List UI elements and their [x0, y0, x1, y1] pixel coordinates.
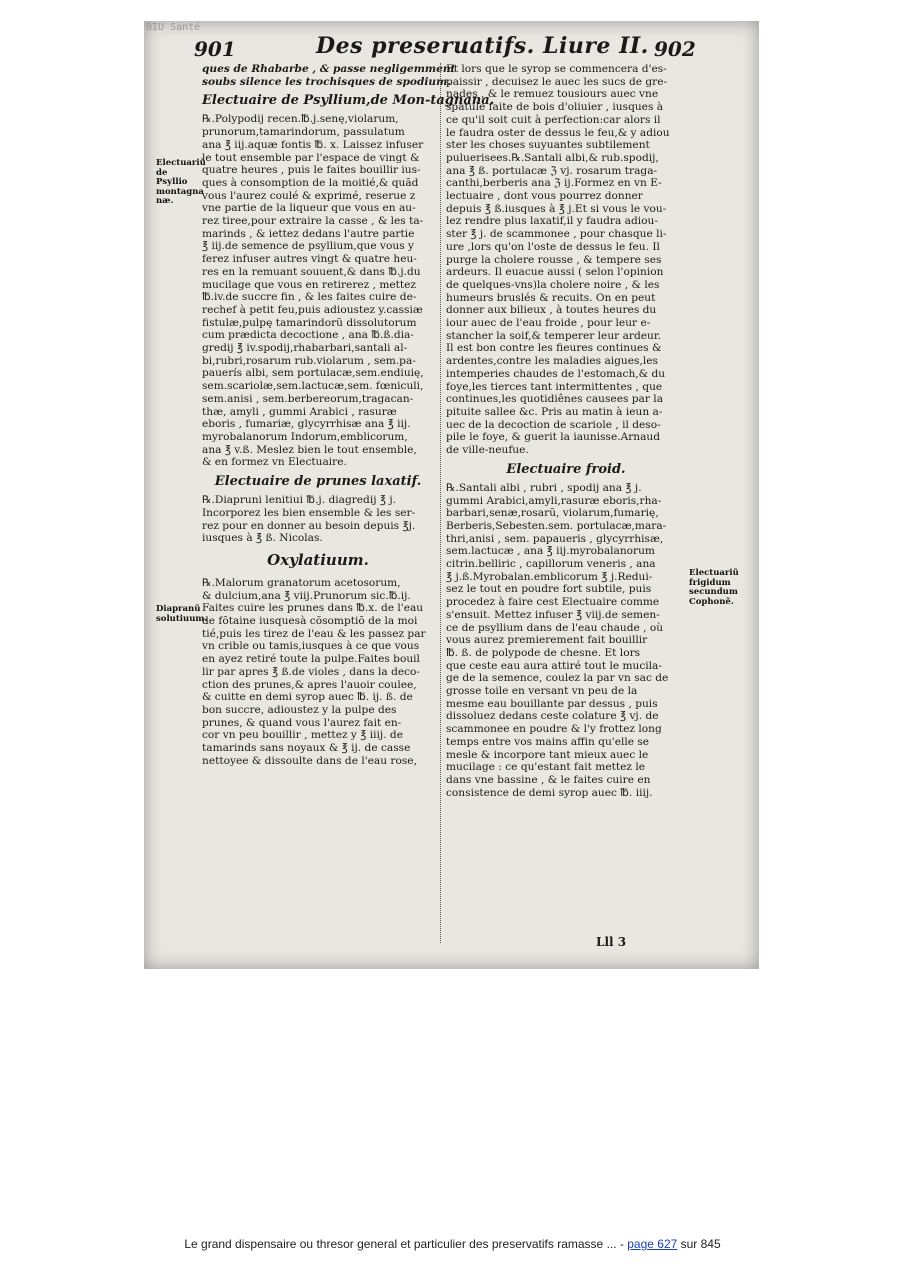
text-line: rechef à petit feu,puis adioustez y.cassiæ — [202, 303, 423, 316]
text-line: pituite sallee &c. Pris au matin à ieun a- — [446, 405, 663, 418]
text-line: ge de la semence, coulez la par vn sac de — [446, 672, 669, 685]
text-line: grosse toile en versant vn peu de la — [446, 685, 638, 698]
left-recipe-2 — [202, 494, 434, 545]
right-recipe-froid — [446, 482, 686, 800]
text-line: iour auec de l'eau froide , pour leur e- — [446, 317, 651, 330]
right-column — [446, 63, 686, 799]
text-line: humeurs bruslés & recuits. On en peut — [446, 291, 656, 304]
scanned-page — [144, 21, 759, 969]
text-line: thri,anisi , sem. papaueris , glycyrrhisæ, — [446, 532, 664, 545]
text-line: purge la cholere rousse , & tempere ses — [446, 253, 662, 266]
text-line: myrobalanorum Indorum,emblicorum, — [202, 430, 408, 443]
caption-text: Le grand dispensaire ou thresor general et particulier des preservatifs ramasse ... - — [184, 1237, 628, 1251]
catchword: Lll 3 — [596, 935, 627, 949]
text-line: canthi,berberis ana ℨ ij.Formez en vn E- — [446, 177, 662, 190]
text-line: ℞.Diapruni lenitiui ℔.j. diagredij ℥ j. — [202, 494, 397, 507]
text-line: ℞.Polypodij recen.℔.j.senę,violarum, — [202, 113, 399, 126]
text-line: spatule faite de bois d'oliuier , iusques à — [446, 101, 664, 114]
text-line: citrin.belliric , capillorum veneris , ana — [446, 558, 656, 571]
text-line: ster les choses suyuantes subtilement — [446, 139, 650, 152]
text-line: nettoyee & dissoulte dans de l'eau rose, — [202, 754, 417, 767]
text-line: ques à consomption de la moitié,& quãd — [202, 176, 419, 189]
text-line: ℞.Santali albi , rubri , spodij ana ℥ j. — [446, 481, 642, 494]
heading-electuaire-prunes: Electuaire de prunes laxatif. — [214, 474, 422, 490]
text-line: intemperies chaudes de l'estomach,& du — [446, 367, 666, 380]
text-line: ℞.Malorum granatorum acetosorum, — [202, 576, 401, 589]
heading-oxylatiuum: Oxylatiuum. — [267, 550, 369, 569]
heading-electuaire-psyllium: Electuaire de Psyllium,de Mon-tagnana. — [202, 93, 495, 109]
text-line: de ville-neufue. — [446, 444, 529, 457]
text-line: depuis ℥ ß.iusques à ℥ j.Et si vous le vou- — [446, 202, 667, 215]
text-line: & en formez vn Electuaire. — [202, 456, 347, 469]
margin-note-psyllio: Electuariũ de Psyllio montagna næ. — [156, 158, 206, 206]
text-line: paissir , decuisez le auec les sucs de gre- — [446, 75, 668, 88]
text-line: puluerisees.℞.Santali albi,& rub.spodij, — [446, 151, 659, 164]
text-line: cor vn peu bouillir , mettez y ℥ iiij. de — [202, 729, 403, 742]
text-line: temps entre vos mains affin qu'elle se — [446, 735, 650, 748]
text-line: ction des prunes,& apres l'auoir coulee, — [202, 678, 417, 691]
text-line: consistence de demi syrop auec ℔. iiij. — [446, 786, 653, 799]
running-title: Des preseruatifs. Liure II. — [316, 33, 649, 59]
text-line: quatre heures , puis le faites bouillir ius- — [202, 164, 421, 177]
text-line: lir par apres ℥ ß.de violes , dans la deco- — [202, 665, 421, 678]
text-line: ℥ j.ß.Myrobalan.emblicorum ℥ j.Redui- — [446, 570, 653, 583]
right-continuation — [446, 63, 686, 457]
text-line: Il est bon contre les fieures continues & — [446, 342, 662, 355]
text-line: stancher la soif,& temperer leur ardeur. — [446, 329, 662, 342]
left-recipe-1 — [202, 113, 434, 469]
text-line: sem.scariolæ,sem.lactucæ,sem. fœniculi, — [202, 380, 424, 393]
text-line: tamarinds sans noyaux & ℥ ij. de casse — [202, 742, 411, 755]
text-line: lectuaire , dont vous pourrez donner — [446, 190, 643, 203]
text-line: procedez à faire cest Electuaire comme — [446, 596, 660, 609]
text-line: sez le tout en poudre fort subtile, puis — [446, 583, 652, 596]
text-line: ques de Rhabarbe , & passe negligemment — [202, 63, 456, 75]
text-line: barbari,senæ,rosarũ, violarum,fumarię, — [446, 507, 659, 520]
text-line: ster ℥ j. de scammonee , pour chasque li- — [446, 228, 667, 241]
text-line: lez rendre plus laxatif,il y faudra adiou- — [446, 215, 658, 228]
left-page-number: 901 — [194, 37, 236, 61]
text-line: Incorporez les bien ensemble & les ser- — [202, 506, 416, 519]
text-line: mucilage que vous en retirerez , mettez — [202, 278, 417, 291]
left-recipe-3 — [202, 577, 434, 768]
text-line: nades , & le remuez tousiours auec vne — [446, 88, 659, 101]
column-divider — [440, 63, 442, 943]
text-line: ure ,lors qu'on l'oste de dessus le feu. Il — [446, 240, 660, 253]
left-intro-lines — [202, 63, 456, 88]
text-line: donner aux bilieux , à toutes heures du — [446, 304, 657, 317]
text-line: ℔. ß. de polypode de chesne. Et lors — [446, 646, 641, 659]
text-line: ana ℥ iij.aquæ fontis ℔. x. Laissez infuser — [202, 138, 424, 151]
text-line: mesle & incorpore tant mieux auec le — [446, 748, 649, 761]
text-line: s'ensuit. Mettez infuser ℥ viij.de semen- — [446, 608, 660, 621]
text-line: sem.anisi , sem.berbereorum,tragacan- — [202, 392, 414, 405]
text-line: ℔.iv.de succre fin , & les faites cuire de- — [202, 291, 417, 304]
text-line: dans vne bassine , & le faites cuire en — [446, 773, 651, 786]
text-line: mesme eau bouillante par dessus , puis — [446, 697, 658, 710]
text-line: bi,rubri,rosarum rub.violarum , sem.pa- — [202, 354, 416, 367]
text-line: ana ℥ ß. portulacæ ℨ vj. rosarum traga- — [446, 164, 658, 177]
text-line: sem.lactucæ , ana ℥ iij.myrobalanorum — [446, 545, 655, 558]
text-line: eboris , fumariæ, glycyrrhisæ ana ℥ iij. — [202, 418, 411, 431]
text-line: vous aurez premierement fait bouillir — [446, 634, 648, 647]
right-page-number: 902 — [654, 37, 696, 61]
text-line: scammonee en poudre & l'y frottez long — [446, 723, 662, 736]
caption-total: sur 845 — [677, 1237, 721, 1251]
text-line: rez tiree,pour extraire la casse , & les ta- — [202, 215, 424, 228]
text-line: soubs silence les trochisques de spodium. — [202, 75, 452, 88]
page-link[interactable]: page 627 — [627, 1237, 678, 1251]
text-line: prunorum,tamarindorum, passulatum — [202, 126, 405, 139]
text-line: mucilage : ce qu'estant fait mettez le — [446, 761, 646, 774]
text-line: vne partie de la liqueur que vous en au- — [202, 202, 416, 215]
text-line: ana ℥ v.ß. Meslez bien le tout ensemble, — [202, 443, 417, 456]
text-line: gummi Arabici,amyli,rasuræ eboris,rha- — [446, 494, 662, 507]
text-line: gredij ℥ iv.spodij,rhabarbari,santali al- — [202, 342, 408, 355]
text-line: vn crible ou tamis,iusques à ce que vous — [202, 640, 420, 653]
text-line: le faudra oster de dessus le feu,& y adiou — [446, 126, 670, 139]
text-line: Faites cuire les prunes dans ℔.x. de l'eau — [202, 602, 424, 615]
text-line: res en la remuant souuent,& dans ℔.j.du — [202, 265, 421, 278]
text-line: ferez infuser autres vingt & quatre heu- — [202, 253, 417, 266]
text-line: uec de la decoction de scariole , il desο- — [446, 418, 661, 431]
text-line: tié,puis les tirez de l'eau & les passez par — [202, 627, 426, 640]
text-line: ardeurs. Il euacue aussi ( selon l'opinion — [446, 266, 664, 279]
page-caption — [0, 1237, 905, 1251]
text-line: iusques à ℥ ß. Nicolas. — [202, 532, 323, 545]
text-line: Et lors que le syrop se commencera d'es- — [446, 63, 667, 75]
text-line: que ceste eau aura attiré tout le mucila- — [446, 659, 662, 672]
text-line: pile le foye, & guerit la iaunisse.Arnaud — [446, 431, 661, 444]
watermark: BIU Santé — [146, 22, 201, 33]
heading-electuaire-froid: Electuaire froid. — [506, 461, 626, 477]
text-line: de quelques-vns)la cholere noire , & les — [446, 278, 660, 291]
text-line: ℥ iij.de semence de psyllium,que vous y — [202, 240, 414, 253]
text-line: cum prædicta decoctione , ana ℔.ß.dia- — [202, 329, 414, 342]
text-line: en ayez retiré toute la pulpe.Faites bouil — [202, 653, 420, 666]
margin-note-diapranum: Diapranũ solutiuum. — [156, 604, 208, 624]
text-line: prunes, & quand vous l'aurez fait en- — [202, 716, 402, 729]
text-line: dissoluez dedans ceste colature ℥ vj. de — [446, 710, 659, 723]
text-line: marinds , & iettez dedans l'autre partie — [202, 227, 415, 240]
text-line: continues,les quotidiênes causees par la — [446, 393, 664, 406]
text-line: & dulcium,ana ℥ viij.Prunorum sic.℔.ij. — [202, 589, 411, 602]
text-line: ce de psyllium dans de l'eau chaude , où — [446, 621, 664, 634]
text-line: Berberis,Sebesten.sem. portulacæ,mara- — [446, 519, 667, 532]
text-line: ardentes,contre les maladies aigues,les — [446, 355, 658, 368]
text-line: thæ, amyli , gummi Arabici , rasuræ — [202, 405, 397, 418]
text-line: de fõtaine iusquesà cõsomptiõ de la moi — [202, 615, 418, 628]
margin-note-frigidum: Electuariũ frigidum secundum Cophonẽ. — [689, 568, 739, 607]
text-line: bon succre, adioustez y la pulpe des — [202, 703, 397, 716]
text-line: foye,les tierces tant intermittentes , que — [446, 380, 663, 393]
text-line: pauerís albi, sem portulacæ,sem.endiuię, — [202, 367, 424, 380]
text-line: rez pour en donner au besoin depuis ℥j. — [202, 519, 416, 532]
text-line: le tout ensemble par l'espace de vingt & — [202, 151, 420, 164]
text-line: ce qu'il soit cuit à perfection:car alors il — [446, 113, 661, 126]
text-line: vous l'aurez coulé & exprimé, reserue z — [202, 189, 416, 202]
text-line: & cuitte en demi syrop auec ℔. ij. ß. de — [202, 691, 413, 704]
text-line: fistulæ,pulpę tamarindorũ dissolutorum — [202, 316, 417, 329]
